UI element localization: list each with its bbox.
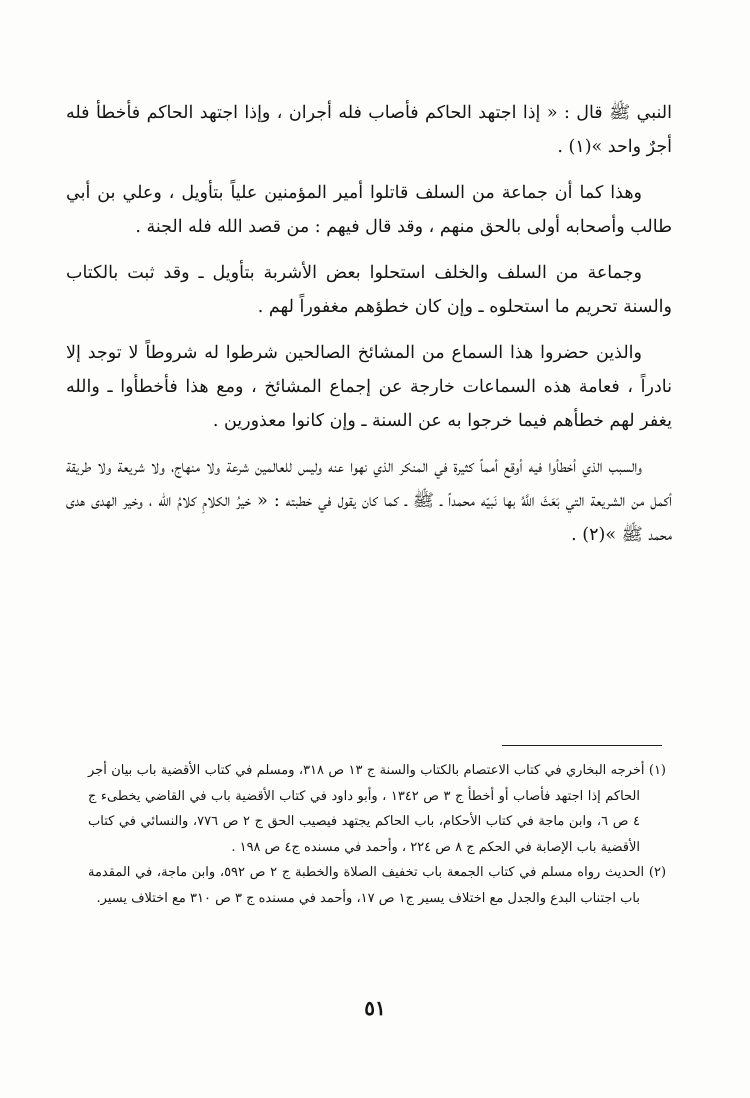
paragraph-1: النبي ﷺ قال : « إذا اجتهد الحاكم فأصاب فله أجران ، وإذا اجتهد الحاكم فأخطأ فله أجرٌ واحد »(١) . — [66, 103, 672, 157]
main-text — [66, 96, 672, 564]
paragraph-5: والسبب الذي أخطأوا فيه أوقع أمماً كثيرة في المنكر الذي نهوا عنه وليس للعالمين شرعة ولا منهاج، ولا شريعة ولا طريقة أكمل من الشريعة التي بَعَثَ اللَّهُ بها نَبيّه محمداً ـ ﷺ ـ كما كان يقول في خطبته : « خيرُ الكلامِ كلامُ الله ، وخير الهدى هدى محمد ﷺ »(٢) . — [66, 457, 672, 545]
footnote-1: (١) أخرجه البخاري في كتاب الاعتصام بالكتاب والسنة ج ١٣ ص ٣١٨، ومسلم في كتاب الأقضية باب بيان أجر الحاكم إذا اجتهد فأصاب أو أخطأ ج ٣ ص ١٣٤٢ ، وأبو داود في كتاب الأقضية باب في القاضي يخطىء ج ٤ ص ٦، وابن ماجة في كتاب الأحكام، باب الحاكم يجتهد فيصيب الحق ج ٢ ص ٧٧٦، والنسائي في كتاب الأقضية باب الإصابة في الحكم ج ٨ ص ٢٢٤ ، وأحمد في مسنده ج٤ ص ١٩٨ . — [88, 763, 666, 855]
footnote-2: (٢) الحديث رواه مسلم في كتاب الجمعة باب تخفيف الصلاة والخطبة ج ٢ ص ٥٩٢، وابن ماجة، في المقدمة باب اجتناب البدع والجدل مع اختلاف يسير ج١ ص ١٧، وأحمد في مسنده ج ٣ ص ٣١٠ مع اختلاف يسير. — [88, 865, 667, 906]
page-number: ٥١ — [364, 996, 386, 1020]
footnote-divider — [502, 745, 662, 746]
paragraph-4: والذين حضروا هذا السماع من المشائخ الصالحين شرطوا له شروطاً لا توجد إلا نادراً ، فعامة هذه السماعات خارجة عن إجماع المشائخ ، ومع هذا فأخطأوا ـ والله يغفر لهم خطأهم فيما خرجوا به عن السنة ـ وإن كانوا معذورين . — [66, 343, 672, 431]
paragraph-2: وهذا كما أن جماعة من السلف قاتلوا أمير المؤمنين علياً بتأويل ، وعلي بن أبي طالب وأصحابه أولى بالحق منهم ، وقد قال فيهم : من قصد الله فله الجنة . — [66, 183, 672, 237]
footnotes — [88, 758, 666, 911]
paragraph-3: وجماعة من السلف والخلف استحلوا بعض الأشربة بتأويل ـ وقد ثبت بالكتاب والسنة تحريم ما استحلوه ـ وإن كان خطؤهم مغفوراً لهم . — [66, 263, 672, 317]
